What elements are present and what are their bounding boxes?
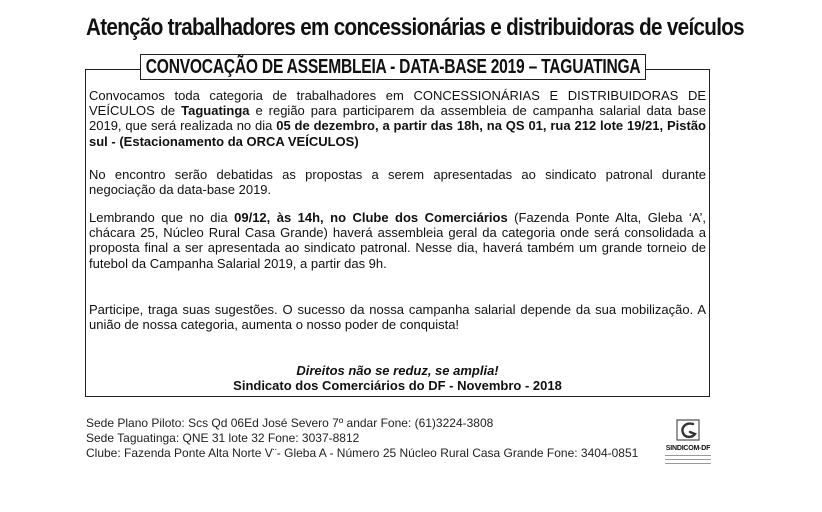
signature-block — [89, 363, 706, 393]
assembly-text-1: Lembrando que no dia — [89, 210, 235, 225]
sindicom-logo — [659, 416, 717, 472]
convocation-text-1: Convocamos toda categoria de trabalhadores em CONCESSIONÁRIAS E DISTRIBUIDORAS DE VEÍCULOS de — [89, 88, 706, 119]
paragraph-convocation — [89, 88, 706, 149]
paragraph-participate: Participe, traga suas sugestões. O sucesso da nossa campanha salarial depende da sua mobilização. A união de nossa categoria, aumenta o nosso poder de conquista! — [89, 302, 706, 333]
assembly-text-2: (Fazenda Ponte Alta, Gleba ‘A’, chácara 25, Núcleo Rural Casa Grande) haverá assembleia geral da categoria onde será consolidada a proposta final a ser apresentada ao sindicato patronal. Nesse dia, haverá também um grande torneio de futebol da Campanha Salarial 2019, a partir das 9h. — [89, 210, 707, 271]
paragraph-general-assembly — [89, 210, 706, 271]
assembly-date-location: 09/12, às 14h, no Clube dos Comerciários — [234, 210, 508, 225]
paragraph-debate: No encontro serão debatidas as propostas a serem apresentadas ao sindicato patronal durante negociação da data-base 2019. — [89, 167, 706, 198]
footer-address-clube: Clube: Fazenda Ponte Alta Norte V¨- Gleba A - Número 25 Núcleo Rural Casa Grande Fone: 3404-0851 — [86, 446, 639, 461]
logo-fine-print — [665, 455, 711, 469]
notice-title-text: CONVOCAÇÃO DE ASSEMBLEIA - DATA-BASE 2019 – TAGUATINGA — [145, 55, 641, 78]
convocation-city: Taguatinga — [181, 103, 250, 119]
convocation-text-2: e região para participarem da assembleia de campanha salarial data base 2019, que será realizada no dia — [89, 103, 706, 134]
convocation-date-location: 05 de dezembro, a partir das 18h, na QS 01, rua 212 lote 19/21, Pistão sul - (Estacionamento da ORCA VEÍCULOS) — [89, 118, 706, 149]
motto: Direitos não se reduz, se amplia! — [296, 363, 499, 378]
footer-address-plano-piloto: Sede Plano Piloto: Scs Qd 06Ed José Severo 7º andar Fone: (61)3224-3808 — [86, 416, 494, 430]
notice-title — [140, 54, 646, 80]
logo-name: SINDICOM-DF — [665, 445, 711, 452]
footer-address-taguatinga: Sede Taguatinga: QNE 31 lote 32 Fone: 3037-8812 — [86, 431, 360, 446]
footer-addresses — [86, 416, 638, 462]
sindicom-logo-icon — [673, 416, 703, 444]
headline: Atenção trabalhadores em concessionárias e distribuidoras de veículos — [86, 14, 744, 41]
signature-line: Sindicato dos Comerciários do DF - Novembro - 2018 — [233, 378, 562, 393]
